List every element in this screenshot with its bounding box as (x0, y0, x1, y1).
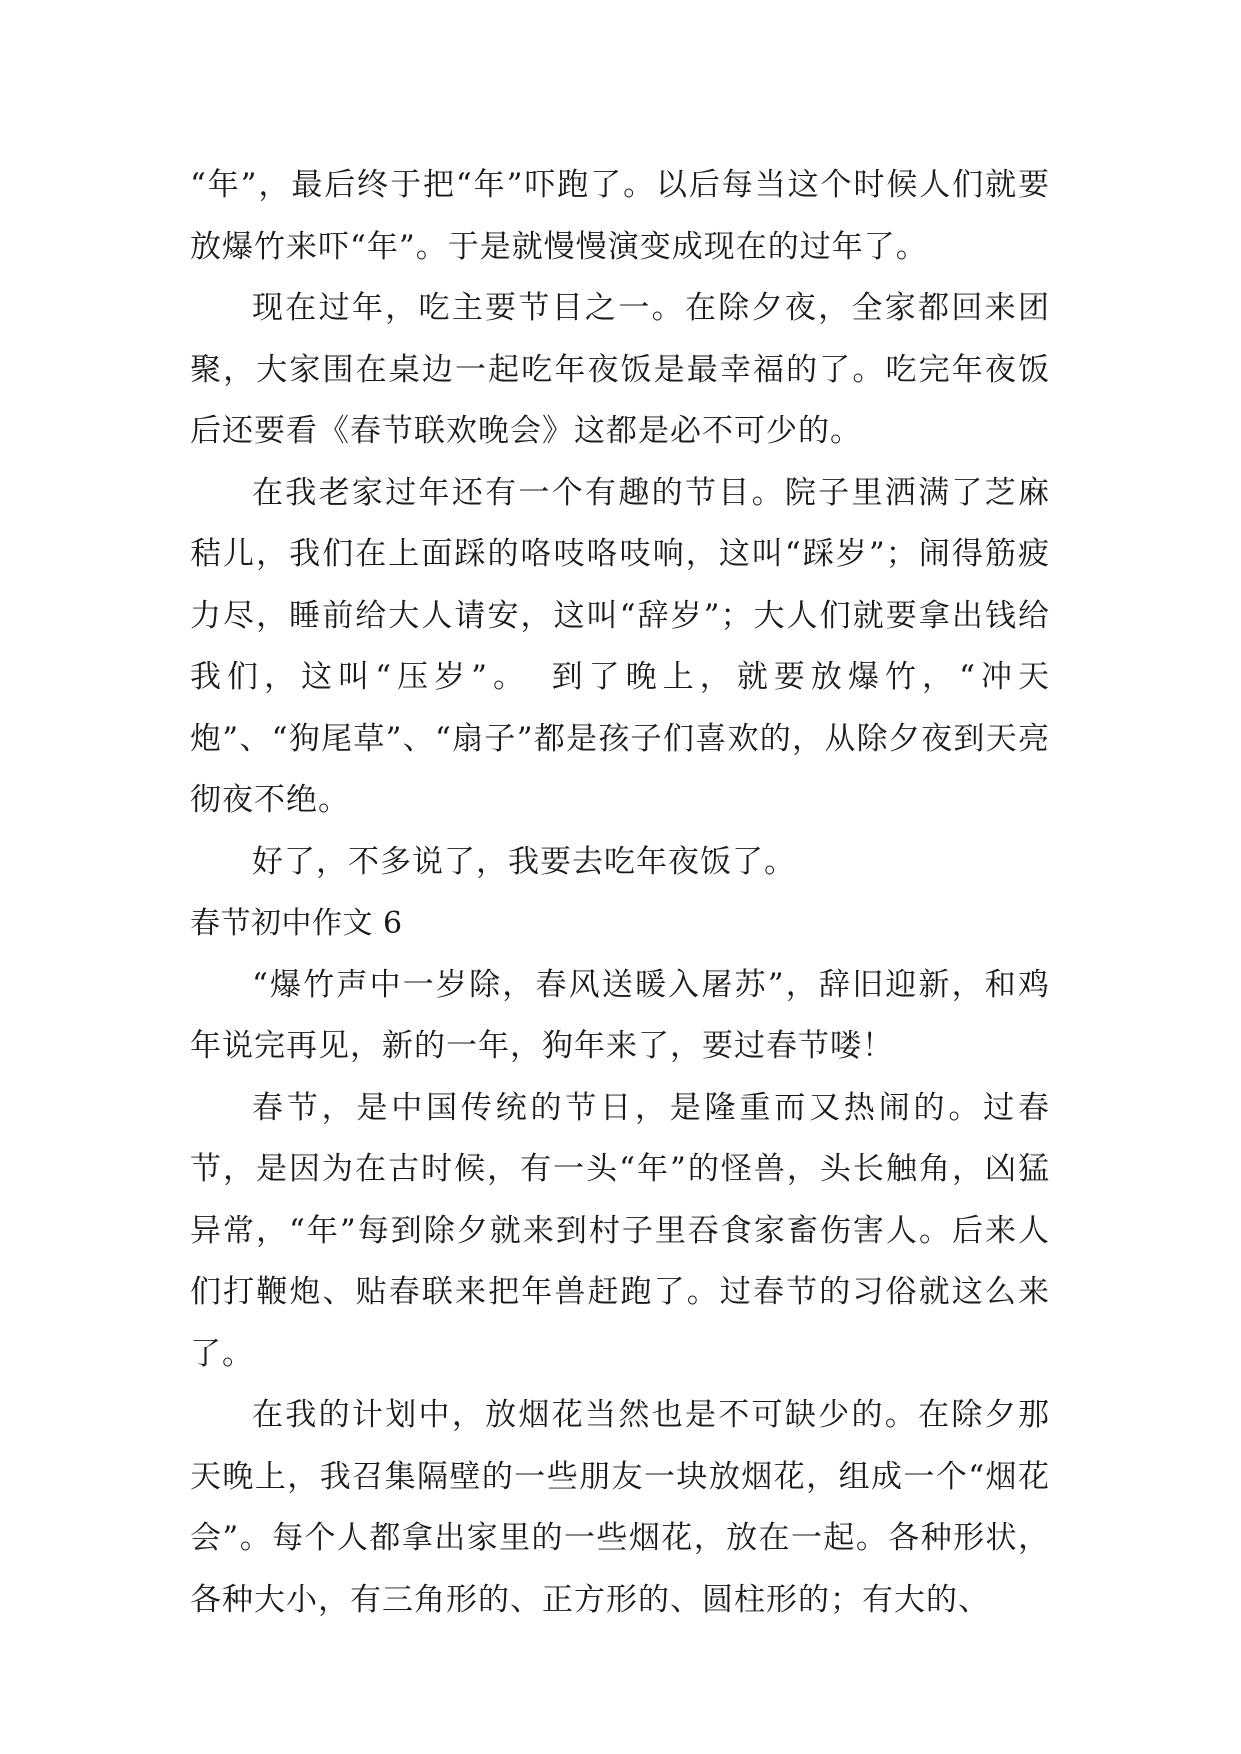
document-page (190, 155, 1050, 1631)
paragraph-intro: “爆竹声中一岁除，春风送暖入屠苏”，辞旧迎新，和鸡年说完再见，新的一年，狗年来了，要过春节喽！ (190, 966, 1050, 1064)
paragraph-hometown-customs: 在我老家过年还有一个有趣的节目。院子里洒满了芝麻秸儿，我们在上面踩的咯吱咯吱响，这叫“踩岁”；闹得筋疲力尽，睡前给大人请安，这叫“辞岁”；大人们就要拿出钱给我们，这叫“压岁”。 到了晚上，就要放爆竹，“冲天炮”、“狗尾草”、“扇子”都是孩子们喜欢的，从除夕夜到天亮彻夜不绝。 (190, 474, 1050, 818)
paragraph-continued: “年”，最后终于把“年”吓跑了。以后每当这个时候人们就要放爆竹来吓“年”。于是就慢慢演变成现在的过年了。 (190, 167, 1050, 265)
paragraph-origin: 春节，是中国传统的节日，是隆重而又热闹的。过春节，是因为在古时候，有一头“年”的怪兽，头长触角，凶猛异常，“年”每到除夕就来到村子里吞食家畜伤害人。后来人们打鞭炮、贴春联来把年兽赶跑了。过春节的习俗就这么来了。 (190, 1089, 1050, 1372)
paragraph-closing: 好了，不多说了，我要去吃年夜饭了。 (252, 843, 796, 880)
paragraph-fireworks: 在我的计划中，放烟花当然也是不可缺少的。在除夕那天晚上，我召集隔壁的一些朋友一块放烟花，组成一个“烟花会”。每个人都拿出家里的一些烟花，放在一起。各种形状，各种大小，有三角形的、正方形的、圆柱形的；有大的、 (190, 1397, 1050, 1618)
paragraph-new-year-dinner: 现在过年，吃主要节目之一。在除夕夜，全家都回来团聚，大家围在桌边一起吃年夜饭是最幸福的了。吃完年夜饭后还要看《春节联欢晚会》这都是必不可少的。 (190, 290, 1050, 449)
section-title: 春节初中作文 6 (190, 906, 403, 941)
